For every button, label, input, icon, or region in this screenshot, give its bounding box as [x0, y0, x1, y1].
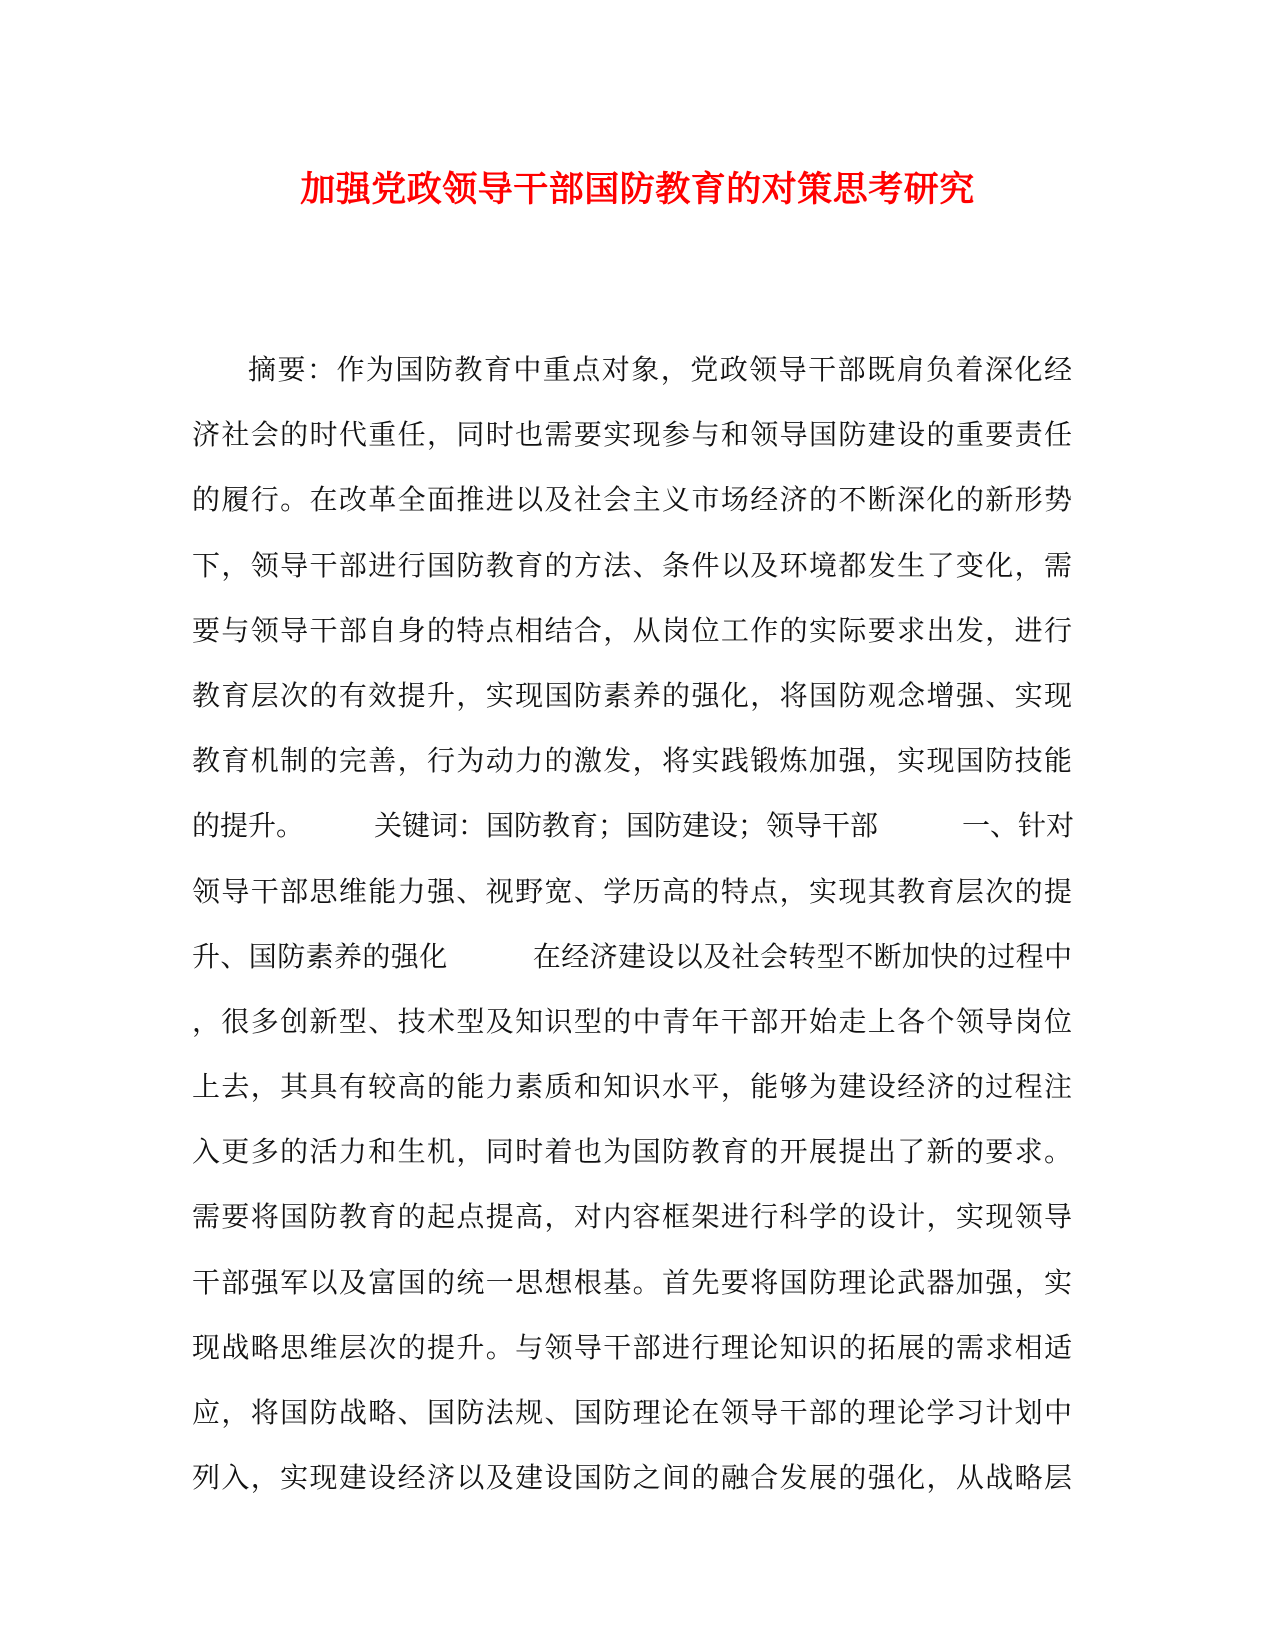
body-line: 需要将国防教育的起点提高，对内容框架进行科学的设计，实现领导: [192, 1200, 1072, 1234]
body-line: 摘要：作为国防教育中重点对象，党政领导干部既肩负着深化经: [248, 353, 1072, 386]
body-line: 现战略思维层次的提升。与领导干部进行理论知识的拓展的需求相适: [192, 1330, 1072, 1364]
body-line: 教育机制的完善，行为动力的激发，将实践锻炼加强，实现国防技能: [192, 744, 1072, 778]
document-body: [192, 348, 1075, 1521]
body-line: 的履行。在改革全面推进以及社会主义市场经济的不断深化的新形势: [192, 483, 1072, 517]
body-line: 列入，实现建设经济以及建设国防之间的融合发展的强化，从战略层: [192, 1461, 1072, 1495]
body-line: 济社会的时代重任，同时也需要实现参与和领导国防建设的重要责任: [192, 418, 1072, 452]
body-line: 上去，其具有较高的能力素质和知识水平，能够为建设经济的过程注: [192, 1070, 1072, 1104]
body-line: 的提升。 关键词：国防教育；国防建设；领导干部 一、针对: [192, 809, 1075, 843]
body-line: 干部强军以及富国的统一思想根基。首先要将国防理论武器加强，实: [192, 1265, 1072, 1299]
body-line: 要与领导干部自身的特点相结合，从岗位工作的实际要求出发，进行: [192, 613, 1072, 647]
body-line: 升、国防素养的强化 在经济建设以及社会转型不断加快的过程中: [192, 939, 1072, 973]
body-line: 入更多的活力和生机，同时着也为国防教育的开展提出了新的要求。: [192, 1135, 1072, 1169]
body-line: 下，领导干部进行国防教育的方法、条件以及环境都发生了变化，需: [192, 548, 1072, 582]
body-line: ，很多创新型、技术型及知识型的中青年干部开始走上各个领导岗位: [192, 1004, 1072, 1038]
body-line: 教育层次的有效提升，实现国防素养的强化，将国防观念增强、实现: [192, 678, 1072, 712]
body-line: 应，将国防战略、国防法规、国防理论在领导干部的理论学习计划中: [192, 1396, 1072, 1429]
document-title: 加强党政领导干部国防教育的对策思考研究: [300, 169, 975, 210]
body-line: 领导干部思维能力强、视野宽、学历高的特点，实现其教育层次的提: [192, 874, 1072, 908]
